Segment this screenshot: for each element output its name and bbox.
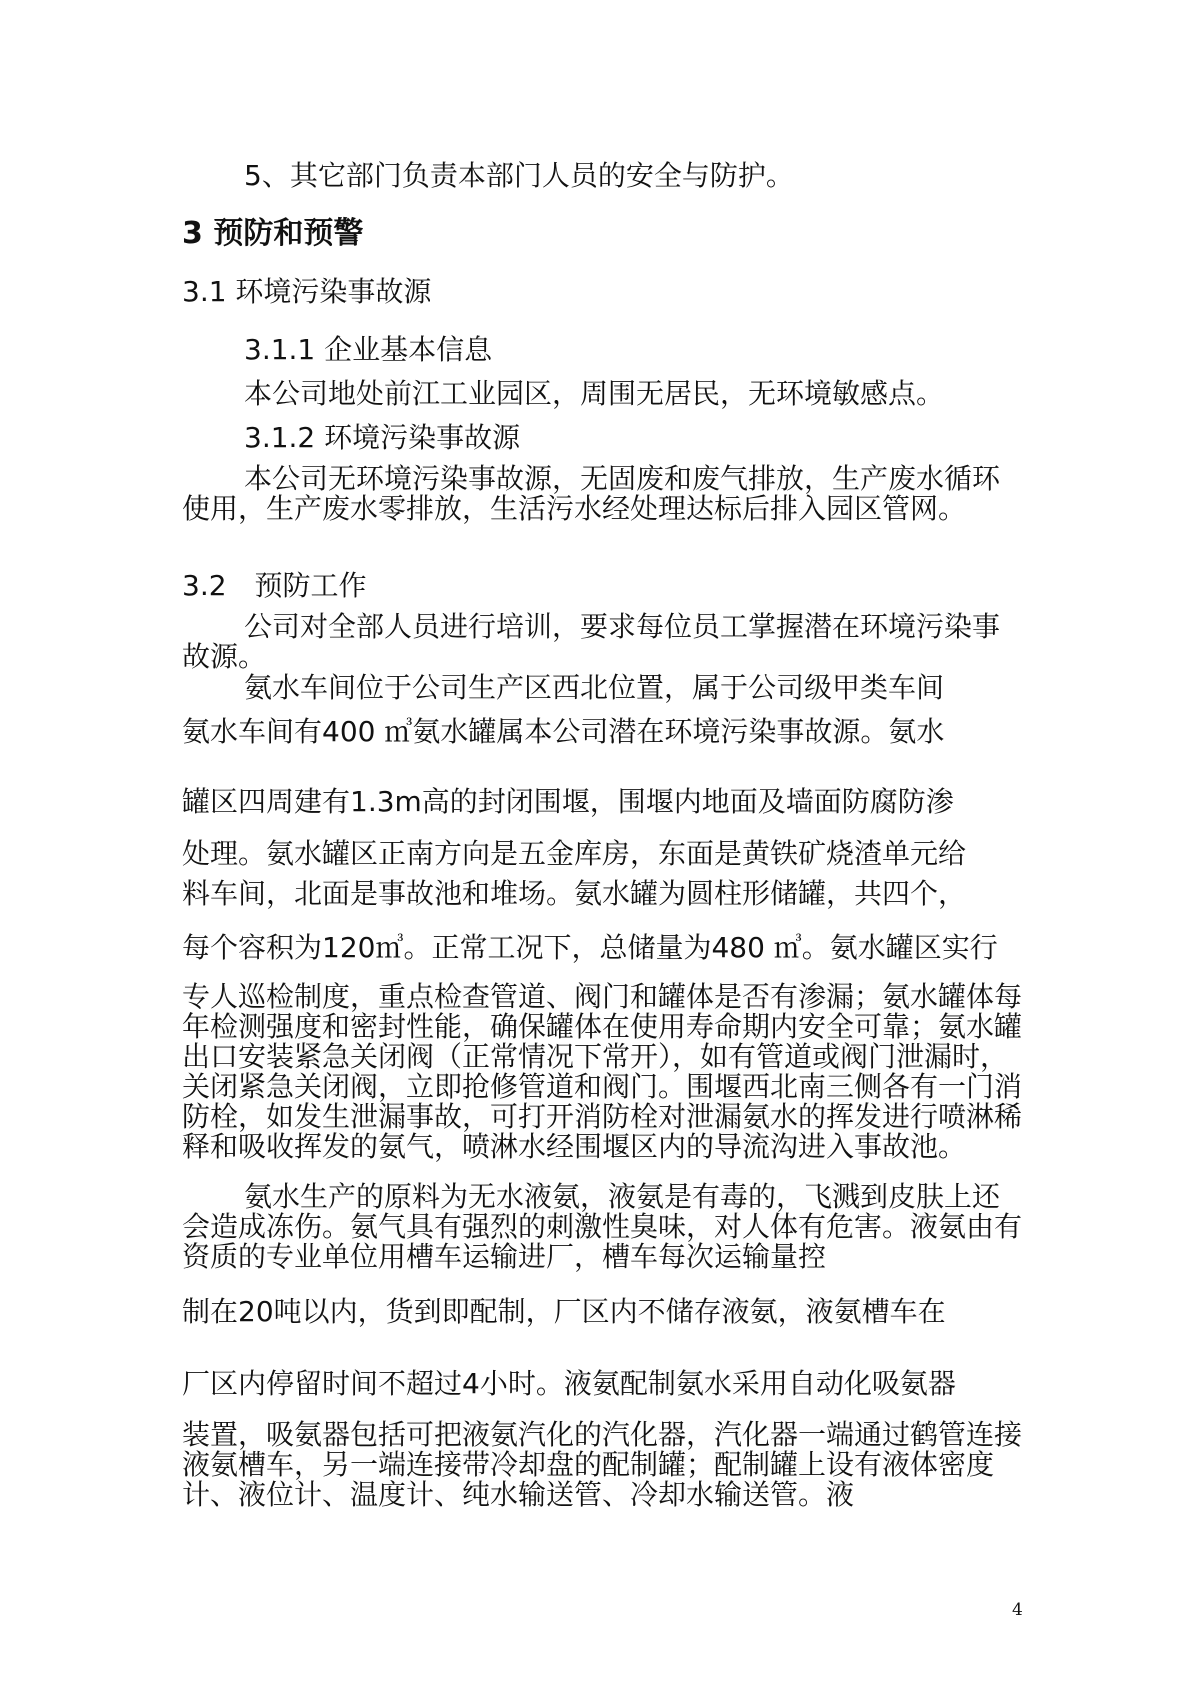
- paragraph-basic-info: 本公司地处前江工业园区，周围无居民，无环境敏感点。: [244, 377, 945, 410]
- paragraph-pollution-source: 本公司无环境污染事故源，无固废和废气排放，生产废水循环使用，生产废水零排放，生活污水经处理达标后排入园区管网。: [182, 462, 1001, 525]
- paragraph-line: 每个容积为120㎥。正常工况下，总储量为480 ㎥。氨水罐区实行: [182, 931, 998, 964]
- paragraph-raw-material: 氨水生产的原料为无水液氨，液氨是有毒的，飞溅到皮肤上还会造成冻伤。氨气具有强烈的刺激性臭味，对人体有危害。液氨由有资质的专业单位用槽车运输进厂，槽车每次运输量控: [182, 1180, 1023, 1273]
- paragraph-line: 处理。氨水罐区正南方向是五金库房，东面是黄铁矿烧渣单元给: [182, 837, 967, 870]
- subsection-heading-3-2: 3.2 预防工作: [182, 569, 367, 602]
- paragraph-line: 制在20吨以内，货到即配制，厂区内不储存液氨，液氨槽车在: [182, 1295, 946, 1328]
- paragraph-line: 罐区四周建有1.3m高的封闭围堰，围堰内地面及墙面防腐防渗: [182, 785, 954, 818]
- subsection-heading-3-1-1: 3.1.1 企业基本信息: [244, 333, 493, 366]
- paragraph-absorber: 装置，吸氨器包括可把液氨汽化的汽化器，汽化器一端通过鹤管连接液氨槽车，另一端连接带冷却盘的配制罐；配制罐上设有液体密度计、液位计、温度计、纯水输送管、冷却水输送管。液: [182, 1418, 1023, 1511]
- paragraph-line: 料车间，北面是事故池和堆场。氨水罐为圆柱形储罐，共四个，: [182, 877, 967, 910]
- page-number: 4: [1012, 1600, 1023, 1620]
- paragraph-line: 氨水车间位于公司生产区西北位置，属于公司级甲类车间: [244, 671, 945, 704]
- paragraph-line: 氨水车间有400 ㎥氨水罐属本公司潜在环境污染事故源。氨水: [182, 715, 945, 748]
- subsection-heading-3-1-2: 3.1.2 环境污染事故源: [244, 421, 521, 454]
- subsection-heading-3-1: 3.1 环境污染事故源: [182, 275, 432, 308]
- section-heading-3: 3 预防和预警: [182, 216, 364, 251]
- list-item-5: 5、其它部门负责本部门人员的安全与防护。: [244, 159, 794, 192]
- paragraph-line: 厂区内停留时间不超过4小时。液氨配制氨水采用自动化吸氨器: [182, 1367, 956, 1400]
- paragraph-training: 公司对全部人员进行培训，要求每位员工掌握潜在环境污染事故源。: [182, 610, 1001, 673]
- paragraph-inspection: 专人巡检制度，重点检查管道、阀门和罐体是否有渗漏；氨水罐体每年检测强度和密封性能，确保罐体在使用寿命期内安全可靠；氨水罐出口安装紧急关闭阀（正常情况下常开），如有管道或阀门泄漏时，关闭紧急关闭阀，立即抢修管道和阀门。围堰西北南三侧各有一门消防栓，如发生泄漏事故，可打开消防栓对泄漏氨水的挥发进行喷淋稀释和吸收挥发的氨气，喷淋水经围堰区内的导流沟进入事故池。: [182, 980, 1023, 1163]
